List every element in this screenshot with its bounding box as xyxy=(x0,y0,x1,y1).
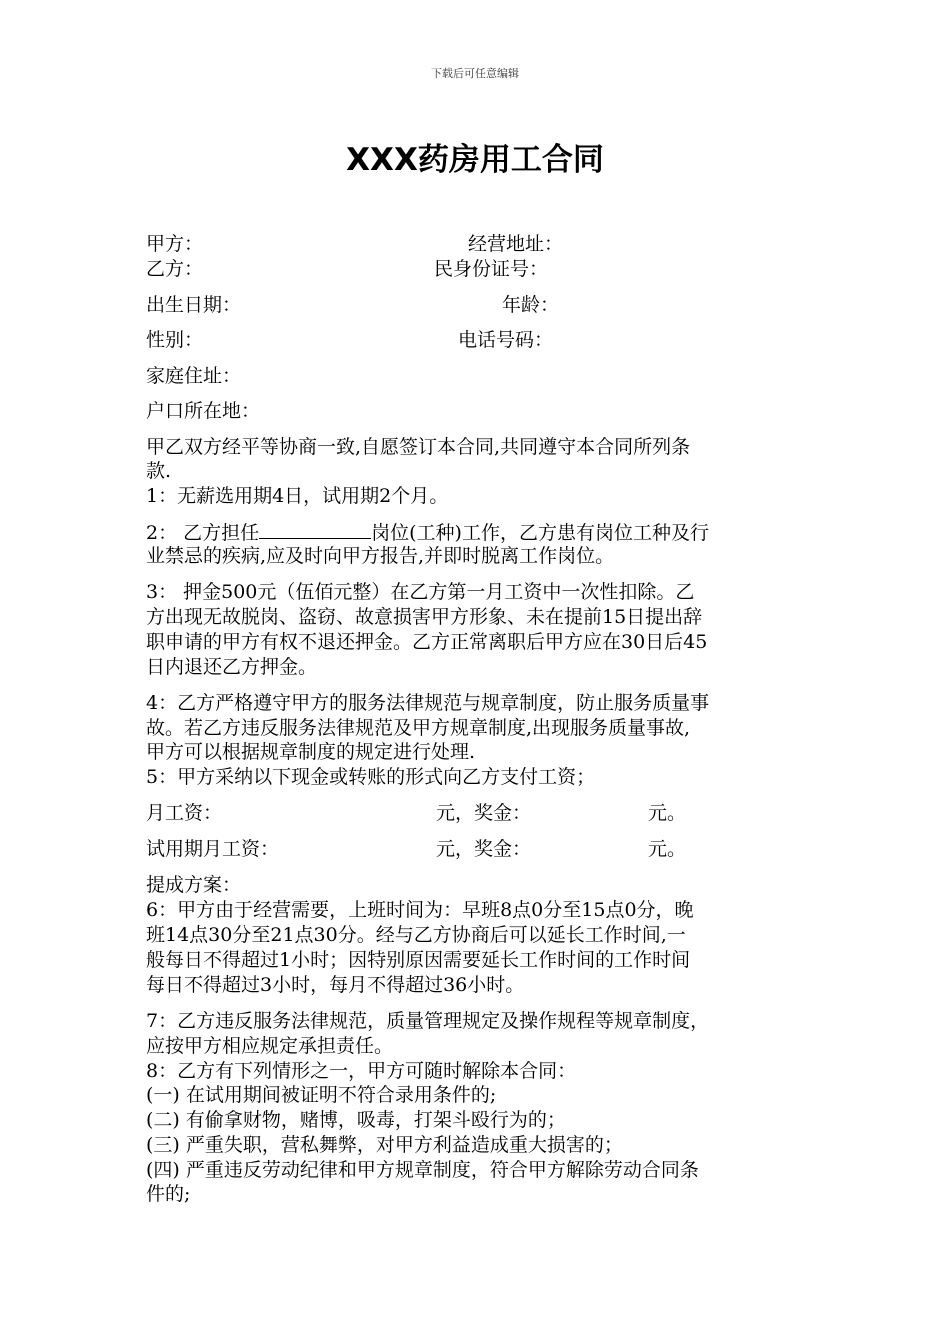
document-title: XXX药房用工合同 xyxy=(346,142,604,178)
probation-yuan-end: 元。 xyxy=(648,838,687,860)
clause-8-item: (四) 严重违反劳动纪律和甲方规章制度，符合甲方解除劳动合同条 xyxy=(146,1159,699,1181)
clause-6-line: 般每日不得超过1小时；因特别原因需要延长工作时间的工作时间 xyxy=(146,949,691,971)
clause-6-line: 每日不得超过3小时，每月不得超过36小时。 xyxy=(146,974,525,996)
clause-8-item: (一) 在试用期间被证明不符合录用条件的; xyxy=(146,1084,497,1106)
clause-6-line: 6：甲方由于经营需要，上班时间为：早班8点0分至15点0分，晚 xyxy=(146,899,694,921)
phone-label: 电话号码： xyxy=(458,329,554,351)
clause-6-line: 班14点30分至21点30分。经与乙方协商后可以延长工作时间,一 xyxy=(146,924,686,946)
clause-3-line: 方出现无故脱岗、盗窃、故意损害甲方形象、未在提前15日提出辞 xyxy=(146,606,703,628)
intro-line: 款. xyxy=(146,460,172,482)
probation-yuan-bonus: 元，奖金： xyxy=(436,838,532,860)
party-b-label: 乙方： xyxy=(146,258,204,280)
clause-1: 1：无薪选用期4日，试用期2个月。 xyxy=(146,485,449,507)
clause-8-item: 件的; xyxy=(146,1183,191,1205)
clause-3-line: 日内退还乙方押金。 xyxy=(146,656,318,678)
clause-2-line xyxy=(146,521,816,545)
age-label: 年龄： xyxy=(502,294,560,316)
clause-2-prefix: 2： 乙方担任 xyxy=(146,522,260,544)
gender-label: 性别： xyxy=(146,329,204,351)
clause-3-line: 职申请的甲方有权不退还押金。乙方正常离职后甲方应在30日后45 xyxy=(146,631,708,653)
clause-8-item: (三) 严重失职，营私舞弊，对甲方利益造成重大损害的； xyxy=(146,1134,623,1156)
header-note: 下载后可任意编辑 xyxy=(431,67,519,80)
id-number-label: 民身份证号： xyxy=(434,258,549,280)
monthly-yuan-end: 元。 xyxy=(648,802,687,824)
birth-date-label: 出生日期： xyxy=(146,294,242,316)
clause-4-line: 甲方可以根据规章制度的规定进行处理. xyxy=(146,741,476,763)
home-address-label: 家庭住址： xyxy=(146,365,242,387)
clause-2-suffix: 岗位(工种)工作，乙方患有岗位工种及行 xyxy=(371,522,709,544)
job-position-blank xyxy=(259,521,371,539)
monthly-yuan-bonus: 元，奖金： xyxy=(436,802,532,824)
clause-7-line: 应按甲方相应规定承担责任。 xyxy=(146,1035,394,1057)
intro-line: 甲乙双方经平等协商一致,自愿签订本合同,共同遵守本合同所列条 xyxy=(146,436,691,458)
clause-2-line: 业禁忌的疾病,应及时向甲方报告,并即时脱离工作岗位。 xyxy=(146,545,615,567)
clause-7-line: 7：乙方违反服务法律规范，质量管理规定及操作规程等规章制度， xyxy=(146,1010,710,1032)
monthly-salary-label: 月工资： xyxy=(146,802,223,824)
clause-8-item: (二) 有偷拿财物，赌博，吸毒，打架斗殴行为的； xyxy=(146,1109,566,1131)
probation-salary-label: 试用期月工资： xyxy=(146,838,280,860)
party-a-label: 甲方： xyxy=(146,233,204,255)
clause-8-line: 8：乙方有下列情形之一，甲方可随时解除本合同： xyxy=(146,1060,577,1082)
business-address-label: 经营地址： xyxy=(468,233,564,255)
commission-label: 提成方案： xyxy=(146,874,242,896)
household-registration-label: 户口所在地： xyxy=(146,400,261,422)
clause-4-line: 4：乙方严格遵守甲方的服务法律规范与规章制度，防止服务质量事 xyxy=(146,692,710,714)
clause-4-line: 故。若乙方违反服务法律规范及甲方规章制度,出现服务质量事故, xyxy=(146,717,691,739)
clause-3-line: 3： 押金500元（伍佰元整）在乙方第一月工资中一次性扣除。乙 xyxy=(146,581,695,603)
clause-5: 5：甲方采纳以下现金或转账的形式向乙方支付工资； xyxy=(146,766,596,788)
